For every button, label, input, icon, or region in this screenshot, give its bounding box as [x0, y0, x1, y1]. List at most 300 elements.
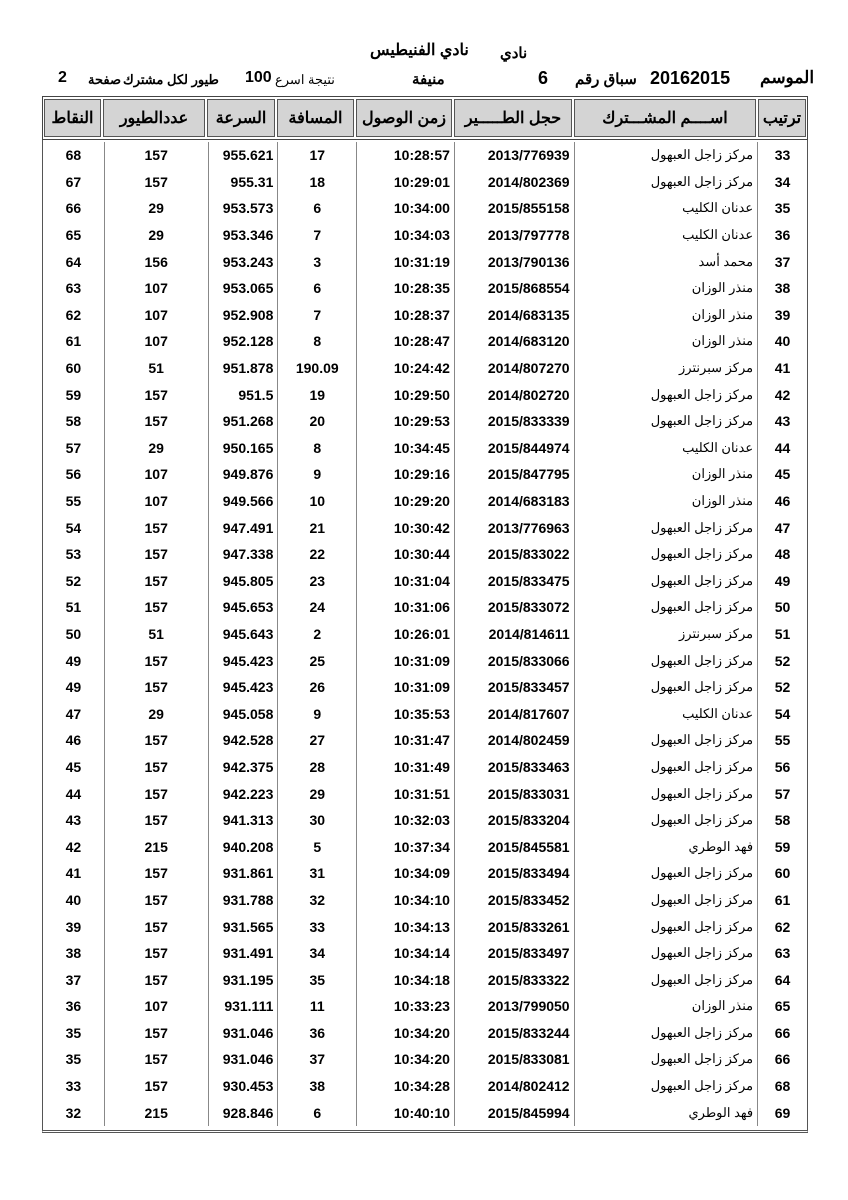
cell-arrival-time: 10:34:14 — [356, 940, 454, 967]
cell-speed: 945.423 — [208, 674, 278, 701]
cell-member-name: فهد الوطري — [574, 833, 758, 860]
cell-member-name: فهد الوطري — [574, 1099, 758, 1126]
cell-distance: 29 — [277, 780, 356, 807]
cell-points: 54 — [65, 519, 82, 536]
cell-ring-number: 2015/833031 — [454, 780, 574, 807]
cell-points: 65 — [65, 227, 82, 244]
cell-bird-count: 157 — [104, 1073, 208, 1100]
cell-distance: 23 — [277, 568, 356, 595]
cell-rank: 54 — [757, 700, 807, 727]
cell-speed: 951.5 — [208, 381, 278, 408]
cell-arrival-time: 10:34:28 — [356, 1073, 454, 1100]
cell-member-name: مركز زاجل العبهول — [574, 727, 758, 754]
cell-distance: 6 — [277, 1099, 356, 1126]
cell-speed: 945.805 — [208, 568, 278, 595]
cell-member-name: مركز زاجل العبهول — [574, 780, 758, 807]
cell-speed: 952.908 — [208, 302, 278, 329]
cell-points: 47 — [65, 705, 82, 722]
cell-distance: 38 — [277, 1073, 356, 1100]
cell-rank: 61 — [757, 887, 807, 914]
cell-bird-count: 157 — [104, 568, 208, 595]
cell-rank: 34 — [757, 169, 807, 196]
cell-arrival-time: 10:34:13 — [356, 913, 454, 940]
cell-ring-number: 2013/797778 — [454, 222, 574, 249]
cell-member-name: عدنان الكليب — [574, 195, 758, 222]
cell-member-name: مركز زاجل العبهول — [574, 674, 758, 701]
cell-bird-count: 157 — [104, 940, 208, 967]
cell-rank: 52 — [757, 674, 807, 701]
cell-points: 51 — [65, 599, 82, 616]
cell-ring-number: 2013/790136 — [454, 248, 574, 275]
cell-distance: 17 — [277, 142, 356, 169]
cell-arrival-time: 10:29:01 — [356, 169, 454, 196]
cell-arrival-time: 10:24:42 — [356, 355, 454, 382]
cell-distance: 27 — [277, 727, 356, 754]
cell-arrival-time: 10:31:06 — [356, 594, 454, 621]
cell-distance: 9 — [277, 461, 356, 488]
cell-points: 45 — [65, 758, 82, 775]
cell-rank: 43 — [757, 408, 807, 435]
cell-bird-count: 157 — [104, 1020, 208, 1047]
cell-bird-count: 157 — [104, 408, 208, 435]
cell-member-name: منذر الوزان — [574, 275, 758, 302]
cell-rank: 37 — [757, 248, 807, 275]
cell-member-name: مركز زاجل العبهول — [574, 169, 758, 196]
cell-ring-number: 2015/833066 — [454, 647, 574, 674]
cell-ring-number: 2014/802720 — [454, 381, 574, 408]
cell-ring-number: 2015/844974 — [454, 435, 574, 462]
cell-speed: 940.208 — [208, 833, 278, 860]
cell-points: 68 — [65, 147, 82, 164]
cell-rank: 60 — [757, 860, 807, 887]
cell-bird-count: 157 — [104, 860, 208, 887]
cell-member-name: منذر الوزان — [574, 488, 758, 515]
cell-ring-number: 2015/855158 — [454, 195, 574, 222]
cell-bird-count: 157 — [104, 807, 208, 834]
cell-member-name: منذر الوزان — [574, 302, 758, 329]
cell-distance: 37 — [277, 1046, 356, 1073]
cell-arrival-time: 10:35:53 — [356, 700, 454, 727]
cell-bird-count: 107 — [104, 302, 208, 329]
cell-speed: 931.565 — [208, 913, 278, 940]
cell-rank: 41 — [757, 355, 807, 382]
cell-arrival-time: 10:34:09 — [356, 860, 454, 887]
cell-bird-count: 51 — [104, 621, 208, 648]
table-row — [43, 833, 807, 860]
cell-arrival-time: 10:28:57 — [356, 142, 454, 169]
cell-bird-count: 157 — [104, 594, 208, 621]
location: منيفة — [412, 71, 445, 88]
table-row — [43, 966, 807, 993]
season-value: 20162015 — [650, 68, 731, 88]
cell-bird-count: 29 — [104, 195, 208, 222]
cell-bird-count: 157 — [104, 780, 208, 807]
cell-rank: 55 — [757, 727, 807, 754]
cell-arrival-time: 10:31:09 — [356, 647, 454, 674]
cell-ring-number: 2014/817607 — [454, 700, 574, 727]
cell-ring-number: 2015/833072 — [454, 594, 574, 621]
cell-points: 67 — [65, 173, 82, 190]
cell-rank: 56 — [757, 754, 807, 781]
cell-distance: 22 — [277, 541, 356, 568]
cell-distance: 18 — [277, 169, 356, 196]
cell-arrival-time: 10:33:23 — [356, 993, 454, 1020]
cell-speed: 931.046 — [208, 1046, 278, 1073]
cell-ring-number: 2015/833261 — [454, 913, 574, 940]
cell-bird-count: 157 — [104, 169, 208, 196]
cell-arrival-time: 10:29:50 — [356, 381, 454, 408]
table-row — [43, 461, 807, 488]
cell-arrival-time: 10:37:34 — [356, 833, 454, 860]
cell-points: 33 — [65, 1078, 82, 1095]
cell-speed: 930.453 — [208, 1073, 278, 1100]
table-row — [43, 328, 807, 355]
cell-points: 56 — [65, 466, 82, 483]
cell-distance: 20 — [277, 408, 356, 435]
cell-speed: 945.653 — [208, 594, 278, 621]
cell-ring-number: 2013/776939 — [454, 142, 574, 169]
cell-distance: 21 — [277, 514, 356, 541]
cell-distance: 8 — [277, 328, 356, 355]
table-row — [43, 302, 807, 329]
cell-arrival-time: 10:34:20 — [356, 1020, 454, 1047]
table-row — [43, 647, 807, 674]
cell-ring-number: 2014/683135 — [454, 302, 574, 329]
cell-bird-count: 29 — [104, 435, 208, 462]
cell-member-name: مركز سبرنترز — [574, 621, 758, 648]
table-row — [43, 727, 807, 754]
col-bird-count: عددالطيور — [103, 99, 205, 137]
cell-speed: 942.223 — [208, 780, 278, 807]
cell-rank: 63 — [757, 940, 807, 967]
cell-speed: 931.788 — [208, 887, 278, 914]
cell-points: 57 — [65, 439, 82, 456]
cell-bird-count: 215 — [104, 833, 208, 860]
cell-arrival-time: 10:29:20 — [356, 488, 454, 515]
cell-rank: 64 — [757, 966, 807, 993]
table-row — [43, 195, 807, 222]
cell-rank: 49 — [757, 568, 807, 595]
cell-ring-number: 2015/833475 — [454, 568, 574, 595]
cell-member-name: مركز زاجل العبهول — [574, 913, 758, 940]
cell-arrival-time: 10:26:01 — [356, 621, 454, 648]
cell-member-name: مركز زاجل العبهول — [574, 381, 758, 408]
table-row — [43, 913, 807, 940]
cell-speed: 945.058 — [208, 700, 278, 727]
cell-member-name: عدنان الكليب — [574, 700, 758, 727]
cell-speed: 949.876 — [208, 461, 278, 488]
cell-ring-number: 2014/802369 — [454, 169, 574, 196]
cell-rank: 38 — [757, 275, 807, 302]
cell-rank: 58 — [757, 807, 807, 834]
table-row — [43, 1073, 807, 1100]
cell-arrival-time: 10:40:10 — [356, 1099, 454, 1126]
cell-points: 41 — [65, 865, 82, 882]
table-row — [43, 1099, 807, 1126]
cell-speed: 947.491 — [208, 514, 278, 541]
cell-distance: 7 — [277, 302, 356, 329]
table-row — [43, 541, 807, 568]
cell-arrival-time: 10:30:44 — [356, 541, 454, 568]
cell-speed: 951.268 — [208, 408, 278, 435]
table-row — [43, 674, 807, 701]
cell-distance: 10 — [277, 488, 356, 515]
cell-speed: 941.313 — [208, 807, 278, 834]
cell-bird-count: 107 — [104, 488, 208, 515]
cell-rank: 66 — [757, 1020, 807, 1047]
cell-bird-count: 157 — [104, 514, 208, 541]
table-row — [43, 621, 807, 648]
cell-speed: 950.165 — [208, 435, 278, 462]
cell-arrival-time: 10:28:37 — [356, 302, 454, 329]
table-row — [43, 222, 807, 249]
cell-bird-count: 29 — [104, 222, 208, 249]
cell-arrival-time: 10:31:04 — [356, 568, 454, 595]
cell-rank: 48 — [757, 541, 807, 568]
cell-member-name: مركز زاجل العبهول — [574, 966, 758, 993]
cell-ring-number: 2015/868554 — [454, 275, 574, 302]
club-name: نادي الفنيطيس — [370, 42, 469, 59]
cell-points: 49 — [65, 679, 82, 696]
cell-speed: 931.046 — [208, 1020, 278, 1047]
cell-distance: 7 — [277, 222, 356, 249]
cell-distance: 8 — [277, 435, 356, 462]
cell-points: 42 — [65, 838, 82, 855]
cell-ring-number: 2014/802459 — [454, 727, 574, 754]
cell-rank: 47 — [757, 514, 807, 541]
cell-bird-count: 107 — [104, 275, 208, 302]
cell-bird-count: 107 — [104, 993, 208, 1020]
cell-bird-count: 157 — [104, 647, 208, 674]
cell-arrival-time: 10:28:35 — [356, 275, 454, 302]
cell-arrival-time: 10:28:47 — [356, 328, 454, 355]
cell-bird-count: 156 — [104, 248, 208, 275]
cell-ring-number: 2014/807270 — [454, 355, 574, 382]
table-row — [43, 408, 807, 435]
cell-bird-count: 157 — [104, 541, 208, 568]
cell-rank: 59 — [757, 833, 807, 860]
cell-bird-count: 157 — [104, 381, 208, 408]
cell-ring-number: 2015/833497 — [454, 940, 574, 967]
cell-bird-count: 157 — [104, 142, 208, 169]
cell-points: 35 — [65, 1051, 82, 1068]
cell-distance: 32 — [277, 887, 356, 914]
cell-member-name: مركز زاجل العبهول — [574, 568, 758, 595]
cell-arrival-time: 10:29:53 — [356, 408, 454, 435]
cell-bird-count: 157 — [104, 887, 208, 914]
col-member: اســــم المشـــترك — [574, 99, 756, 137]
cell-member-name: مركز زاجل العبهول — [574, 647, 758, 674]
cell-arrival-time: 10:34:18 — [356, 966, 454, 993]
season-label: الموسم — [760, 68, 815, 87]
col-points: النقاط — [44, 99, 101, 137]
cell-bird-count: 107 — [104, 461, 208, 488]
cell-distance: 26 — [277, 674, 356, 701]
cell-ring-number: 2014/683120 — [454, 328, 574, 355]
table-row — [43, 435, 807, 462]
cell-points: 40 — [65, 891, 82, 908]
cell-member-name: مركز زاجل العبهول — [574, 1046, 758, 1073]
cell-arrival-time: 10:34:10 — [356, 887, 454, 914]
cell-points: 61 — [65, 333, 82, 350]
cell-rank: 69 — [757, 1099, 807, 1126]
table-row — [43, 355, 807, 382]
table-row — [43, 860, 807, 887]
cell-points: 64 — [65, 253, 82, 270]
cell-ring-number: 2015/847795 — [454, 461, 574, 488]
cell-speed: 942.375 — [208, 754, 278, 781]
table-row — [43, 169, 807, 196]
cell-speed: 955.621 — [208, 142, 278, 169]
table-row — [43, 940, 807, 967]
cell-arrival-time: 10:31:51 — [356, 780, 454, 807]
cell-arrival-time: 10:30:42 — [356, 514, 454, 541]
cell-points: 38 — [65, 945, 82, 962]
cell-ring-number: 2013/776963 — [454, 514, 574, 541]
cell-member-name: مركز زاجل العبهول — [574, 1020, 758, 1047]
cell-ring-number: 2015/845994 — [454, 1099, 574, 1126]
col-arrival-time: زمن الوصول — [356, 99, 452, 137]
cell-rank: 45 — [757, 461, 807, 488]
cell-bird-count: 29 — [104, 700, 208, 727]
cell-points: 63 — [65, 280, 82, 297]
cell-member-name: مركز زاجل العبهول — [574, 594, 758, 621]
cell-ring-number: 2015/833494 — [454, 860, 574, 887]
cell-speed: 953.065 — [208, 275, 278, 302]
cell-bird-count: 157 — [104, 727, 208, 754]
cell-points: 62 — [65, 306, 82, 323]
col-rank: ترتيب — [758, 99, 806, 137]
col-ring: حجل الطـــــير — [454, 99, 572, 137]
cell-points: 43 — [65, 812, 82, 829]
cell-bird-count: 157 — [104, 754, 208, 781]
cell-rank: 35 — [757, 195, 807, 222]
cell-distance: 33 — [277, 913, 356, 940]
cell-rank: 39 — [757, 302, 807, 329]
cell-points: 53 — [65, 546, 82, 563]
cell-speed: 942.528 — [208, 727, 278, 754]
cell-distance: 31 — [277, 860, 356, 887]
cell-distance: 25 — [277, 647, 356, 674]
cell-rank: 36 — [757, 222, 807, 249]
cell-member-name: مركز زاجل العبهول — [574, 860, 758, 887]
cell-speed: 953.346 — [208, 222, 278, 249]
cell-speed: 955.31 — [208, 169, 278, 196]
cell-rank: 57 — [757, 780, 807, 807]
table-row — [43, 700, 807, 727]
cell-speed: 931.861 — [208, 860, 278, 887]
results-table — [42, 96, 808, 1133]
cell-distance: 30 — [277, 807, 356, 834]
table-row — [43, 1046, 807, 1073]
cell-distance: 35 — [277, 966, 356, 993]
table-row — [43, 488, 807, 515]
table-row — [43, 275, 807, 302]
cell-distance: 28 — [277, 754, 356, 781]
cell-ring-number: 2015/833452 — [454, 887, 574, 914]
cell-arrival-time: 10:29:16 — [356, 461, 454, 488]
cell-rank: 44 — [757, 435, 807, 462]
cell-arrival-time: 10:32:03 — [356, 807, 454, 834]
table-row — [43, 248, 807, 275]
cell-arrival-time: 10:34:03 — [356, 222, 454, 249]
cell-member-name: مركز زاجل العبهول — [574, 541, 758, 568]
cell-points: 39 — [65, 918, 82, 935]
cell-ring-number: 2015/833244 — [454, 1020, 574, 1047]
cell-arrival-time: 10:34:20 — [356, 1046, 454, 1073]
table-row — [43, 568, 807, 595]
cell-arrival-time: 10:34:45 — [356, 435, 454, 462]
table-row — [43, 754, 807, 781]
col-distance: المسافة — [277, 99, 354, 137]
cell-distance: 2 — [277, 621, 356, 648]
cell-rank: 33 — [757, 142, 807, 169]
cell-speed: 951.878 — [208, 355, 278, 382]
cell-speed: 953.243 — [208, 248, 278, 275]
per-member-label: طيور لكل مشترك — [123, 72, 219, 87]
cell-arrival-time: 10:34:00 — [356, 195, 454, 222]
cell-arrival-time: 10:31:09 — [356, 674, 454, 701]
cell-points: 66 — [65, 200, 82, 217]
result-label: نتيجة اسرع — [275, 72, 335, 87]
cell-ring-number: 2014/814611 — [454, 621, 574, 648]
club-label: نادي — [500, 45, 528, 62]
cell-speed: 931.491 — [208, 940, 278, 967]
cell-speed: 953.573 — [208, 195, 278, 222]
cell-ring-number: 2015/833081 — [454, 1046, 574, 1073]
cell-points: 37 — [65, 971, 82, 988]
cell-member-name: مركز زاجل العبهول — [574, 754, 758, 781]
table-row — [43, 142, 807, 169]
race-label: سباق رقم — [575, 71, 637, 88]
cell-member-name: مركز زاجل العبهول — [574, 408, 758, 435]
table-row — [43, 780, 807, 807]
cell-member-name: منذر الوزان — [574, 461, 758, 488]
cell-member-name: محمد أسد — [574, 248, 758, 275]
cell-arrival-time: 10:31:49 — [356, 754, 454, 781]
cell-points: 52 — [65, 572, 82, 589]
page-number: 2 — [58, 69, 67, 86]
table-row — [43, 887, 807, 914]
cell-distance: 6 — [277, 275, 356, 302]
cell-distance: 6 — [277, 195, 356, 222]
cell-ring-number: 2014/802412 — [454, 1073, 574, 1100]
cell-ring-number: 2015/833204 — [454, 807, 574, 834]
result-value: 100 — [245, 69, 272, 86]
cell-member-name: منذر الوزان — [574, 993, 758, 1020]
cell-distance: 19 — [277, 381, 356, 408]
cell-rank: 51 — [757, 621, 807, 648]
cell-points: 36 — [65, 998, 82, 1015]
cell-distance: 5 — [277, 833, 356, 860]
cell-speed: 928.846 — [208, 1099, 278, 1126]
cell-points: 35 — [65, 1024, 82, 1041]
cell-rank: 62 — [757, 913, 807, 940]
cell-speed: 931.195 — [208, 966, 278, 993]
cell-rank: 65 — [757, 993, 807, 1020]
cell-bird-count: 51 — [104, 355, 208, 382]
cell-speed: 945.423 — [208, 647, 278, 674]
cell-ring-number: 2015/833022 — [454, 541, 574, 568]
cell-member-name: مركز زاجل العبهول — [574, 940, 758, 967]
table-row — [43, 807, 807, 834]
cell-member-name: عدنان الكليب — [574, 435, 758, 462]
cell-distance: 34 — [277, 940, 356, 967]
cell-rank: 50 — [757, 594, 807, 621]
cell-member-name: مركز زاجل العبهول — [574, 514, 758, 541]
cell-speed: 945.643 — [208, 621, 278, 648]
cell-speed: 947.338 — [208, 541, 278, 568]
